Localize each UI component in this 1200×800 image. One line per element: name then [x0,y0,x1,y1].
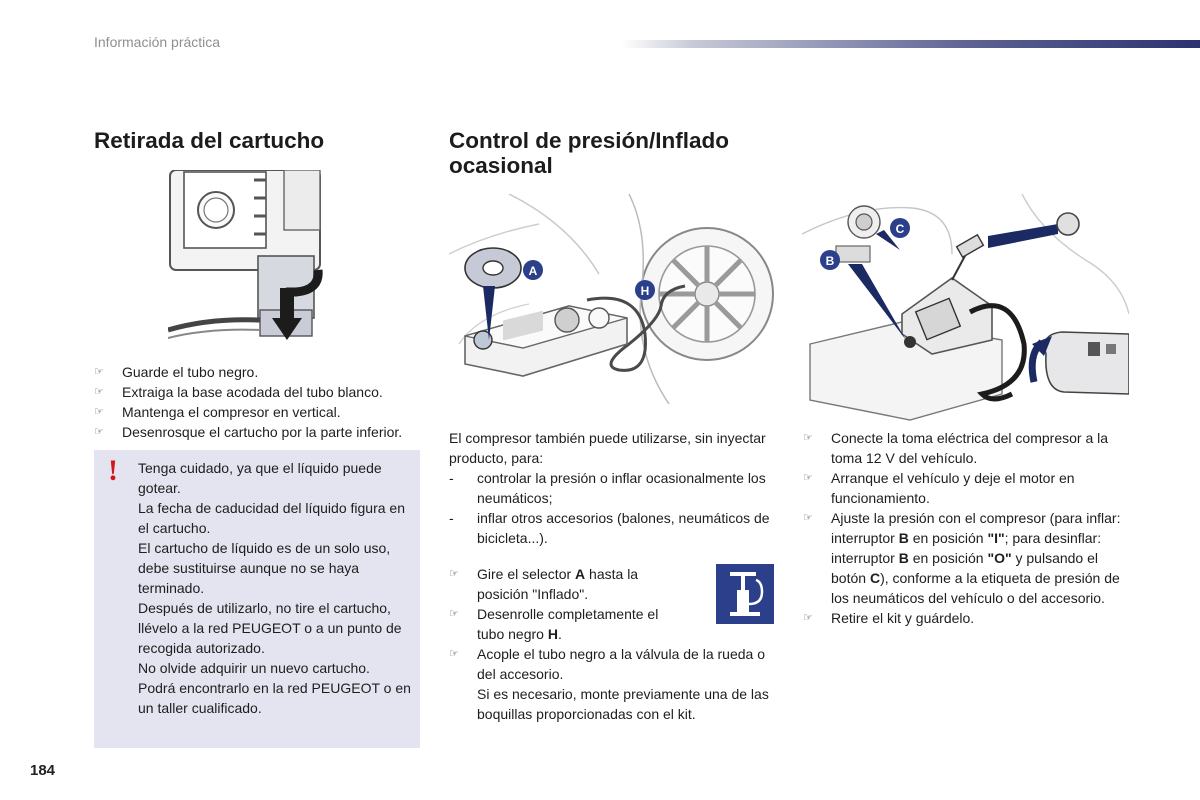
pointing-hand-icon: ☞ [449,568,459,580]
pump-glyph [716,564,774,624]
list-item: ☞ Gire el selector A hasta la posición "Inflado". [449,566,639,602]
intro-text: El compresor también puede utilizarse, sin inyectar producto, para: [449,430,766,466]
power-socket-illustration [802,194,1129,424]
list-item: ☞ Mantenga el compresor en vertical. [94,404,341,420]
warning-line: El cartucho de líquido es de un solo uso, debe sustituirse aunque no se haya terminado. [138,540,391,596]
warning-box [94,450,420,748]
compressor-wheel-drawing [449,194,776,404]
warning-line: No olvide adquirir un nuevo cartucho. [138,660,370,676]
list-item: ☞ Desenrosque el cartucho por la parte inferior. [94,424,403,440]
warning-line: Tenga cuidado, ya que el líquido puede gotear. [138,460,382,496]
pointing-hand-icon: ☞ [803,432,813,444]
cartridge-illustration [168,170,334,346]
pointing-hand-icon: ☞ [94,426,104,438]
pointing-hand-icon: ☞ [94,366,104,378]
list-item: - controlar la presión o inflar ocasionalmente los neumáticos; [449,470,766,506]
list-item: ☞ Arranque el vehículo y deje el motor en funcionamiento. [803,470,1075,506]
warning-line: La fecha de caducidad del líquido figura en el cartucho. [138,500,405,536]
inflation-intro [449,428,779,548]
section-header: Información práctica [94,34,221,50]
warning-text [138,458,414,718]
uses-list [449,468,779,548]
pump-icon [716,564,774,624]
list-item: ☞ Ajuste la presión con el compresor (para inflar: interruptor B en posición "I"; para desinflar: interruptor B en posición "O" y pulsando el botón C), conforme a la etiqueta de presión de los neumáticos del vehículo o del accesorio. [803,510,1121,606]
pointing-hand-icon: ☞ [803,472,813,484]
inflation-steps-b [803,428,1133,628]
header-bar [622,40,1200,48]
list-item: ☞ Retire el kit y guárdelo. [803,610,975,626]
callout-h: H [640,284,650,298]
list-item: - inflar otros accesorios (balones, neumáticos de bicicleta...). [449,510,770,546]
pointing-hand-icon: ☞ [449,648,459,660]
callout-b: B [825,254,835,268]
warning-icon: ! [108,454,118,487]
list-item: ☞ Guarde el tubo negro. [94,364,259,380]
callout-a: A [528,264,538,278]
power-socket-drawing [802,194,1129,424]
list-item: ☞ Acople el tubo negro a la válvula de la rueda o del accesorio. Si es necesario, monte previamente una de las boquillas proporcionadas con el kit. [449,646,769,722]
steps-list-b [803,428,1133,628]
list-item: ☞ Extraiga la base acodada del tubo blanco. [94,384,383,400]
section-title-cartridge: Retirada del cartucho [94,128,325,153]
pointing-hand-icon: ☞ [803,612,813,624]
cartridge-drawing [168,170,334,346]
pointing-hand-icon: ☞ [94,406,104,418]
warning-line: Podrá encontrarlo en la red PEUGEOT o en un taller cualificado. [138,680,411,716]
page-number: 184 [30,762,56,779]
compressor-wheel-illustration [449,194,776,404]
cartridge-steps [94,362,424,442]
section-title-inflation: Control de presión/Inflado ocasional [449,128,729,178]
list-item: ☞ Conecte la toma eléctrica del compresor a la toma 12 V del vehículo. [803,430,1109,466]
pointing-hand-icon: ☞ [449,608,459,620]
pointing-hand-icon: ☞ [803,512,813,524]
list-item: ☞ Desenrolle completamente el tubo negro H. [449,606,659,642]
callout-c: C [895,222,905,236]
warning-line: Después de utilizarlo, no tire el cartucho, llévelo a la red PEUGEOT o a un punto de recogida autorizado. [138,600,402,656]
pointing-hand-icon: ☞ [94,386,104,398]
